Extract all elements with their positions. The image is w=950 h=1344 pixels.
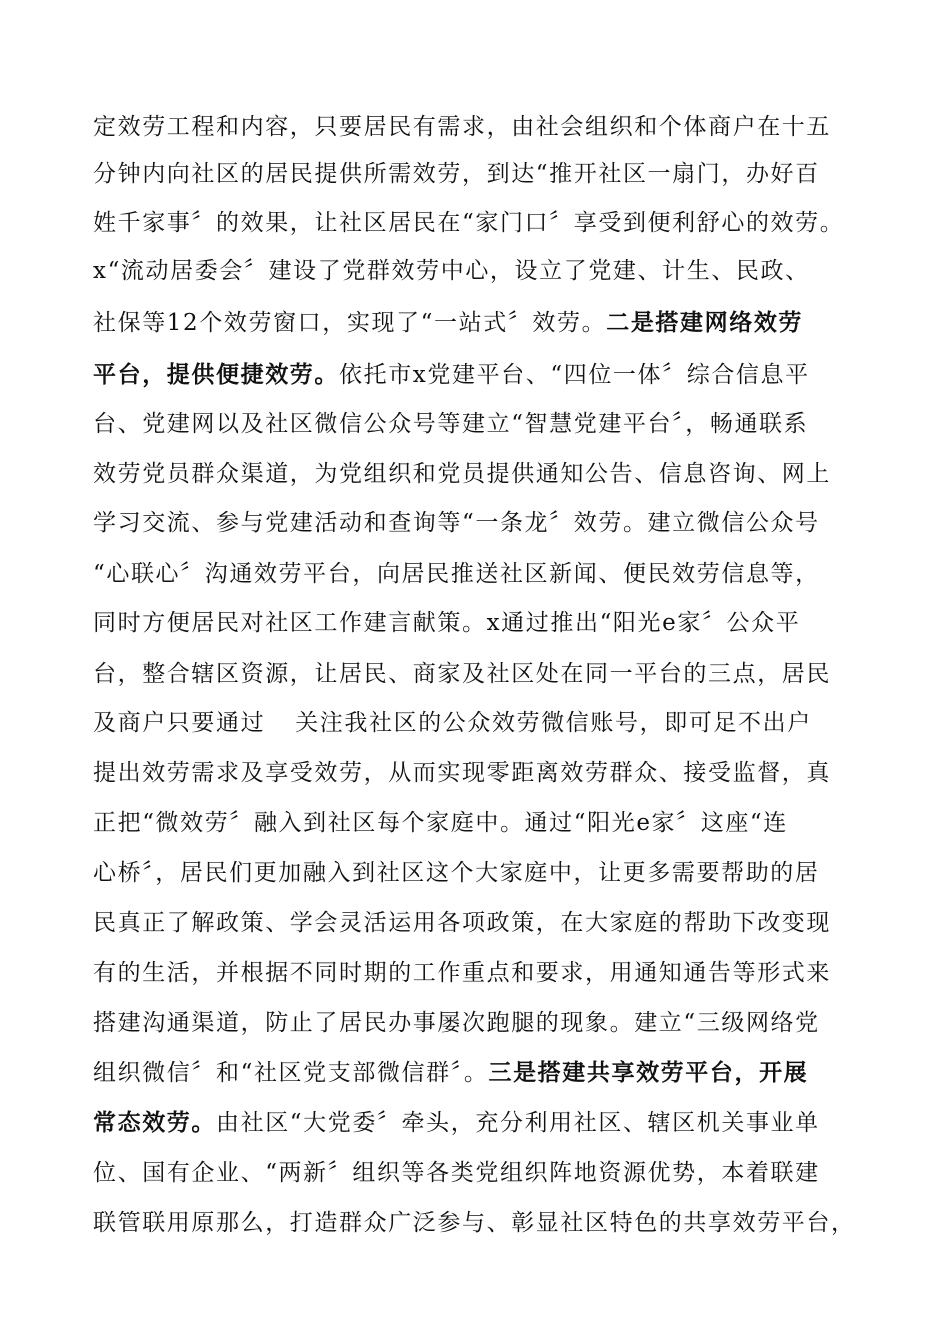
text-line-14: 提出效劳需求及享受效劳，从而实现零距离效劳群众、接受监督，真 bbox=[93, 760, 831, 786]
text-line-5: 社保等12个效劳窗口，实现了“一站式〞效劳。二是搭建网络效劳 bbox=[93, 310, 804, 336]
text-line-20: 组织微信〞和“社区党支部微信群〞。三是搭建共享效劳平台，开展 bbox=[93, 1060, 809, 1086]
text-line-18: 有的生活，并根据不同时期的工作重点和要求，用通知通告等形式来 bbox=[93, 960, 831, 986]
text-line-10: “心联心〞沟通效劳平台，向居民推送社区新闻、便民效劳信息等， bbox=[93, 561, 820, 587]
text-line-17: 民真正了解政策、学会灵活运用各项政策，在大家庭的帮助下改变现 bbox=[93, 910, 831, 936]
text-line-21: 常态效劳。由社区“大党委〞牵头，充分利用社区、辖区机关事业单 bbox=[93, 1110, 820, 1136]
text-line-12: 台，整合辖区资源，让居民、商家及社区处在同一平台的三点，居民 bbox=[93, 661, 831, 687]
bold-heading-3-cont: 常态效劳。 bbox=[93, 1110, 216, 1136]
text-line-13: 及商户只要通过 关注我社区的公众效劳微信账号，即可足不出户 bbox=[93, 710, 812, 736]
text-line-2: 分钟内向社区的居民提供所需效劳，到达“推开社区一扇门，办好百 bbox=[93, 161, 820, 187]
text-line-4: x“流动居委会〞建设了党群效劳中心，设立了党建、计生、民政、 bbox=[93, 258, 810, 284]
text-line-9: 学习交流、参与党建活动和查询等“一条龙〞效劳。建立微信公众号 bbox=[93, 510, 820, 536]
text-line-23: 联管联用原那么，打造群众广泛参与、彰显社区特色的共享效劳平台， bbox=[93, 1210, 856, 1236]
text-line-15: 正把“微效劳〞融入到社区每个家庭中。通过“阳光e家〞这座“连 bbox=[93, 810, 788, 836]
text-line-8: 效劳党员群众渠道，为党组织和党员提供通知公告、信息咨询、网上 bbox=[93, 461, 831, 487]
bold-heading-2-cont: 平台，提供便捷效劳。 bbox=[93, 362, 339, 388]
text-line-3: 姓千家事〞的效果，让社区居民在“家门口〞享受到便利舒心的效劳。 bbox=[93, 210, 845, 236]
text-line-22: 位、国有企业、“两新〞组织等各类党组织阵地资源优势，本着联建 bbox=[93, 1160, 820, 1186]
text-line-1: 定效劳工程和内容，只要居民有需求，由社会组织和个体商户在十五 bbox=[93, 114, 831, 140]
text-line-19: 搭建沟通渠道，防止了居民办事屡次跑腿的现象。建立“三级网络党 bbox=[93, 1010, 820, 1036]
text-line-6: 平台，提供便捷效劳。依托市x党建平台、“四位一体〞综合信息平 bbox=[93, 362, 810, 388]
bold-heading-2: 二是搭建网络效劳 bbox=[606, 310, 804, 336]
text-line-7: 台、党建网以及社区微信公众号等建立“智慧党建平台〞，畅通联系 bbox=[93, 411, 809, 437]
bold-heading-3: 三是搭建共享效劳平台，开展 bbox=[488, 1060, 809, 1086]
text-line-11: 同时方便居民对社区工作建言献策。x通过推出“阳光e家〞公众平 bbox=[93, 610, 801, 636]
text-line-16: 心桥〞，居民们更加融入到社区这个大家庭中，让更多需要帮助的居 bbox=[93, 860, 820, 886]
